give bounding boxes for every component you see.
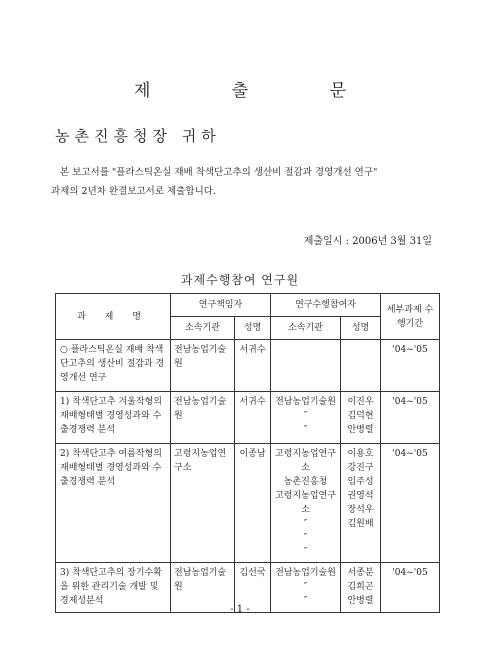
participant-name: 장석우 xyxy=(347,505,374,515)
header-lead: 연구책임자 xyxy=(171,294,271,317)
table-title: 과제수행참여 연구원 xyxy=(180,273,300,287)
participant-org: 고령지농업연구소 xyxy=(275,491,336,515)
body-line-2: 과제의 2년차 완결보고서로 제출합니다. xyxy=(51,186,216,197)
participant-name: 이용호 xyxy=(347,449,374,459)
period-cell: '04~'05 xyxy=(381,340,440,392)
table-row xyxy=(56,392,440,444)
participant-org-cell xyxy=(271,392,341,444)
participant-name: 임주성 xyxy=(347,477,374,487)
header-participants: 연구수행참여자 xyxy=(271,294,381,317)
participant-name: 안병렬 xyxy=(347,425,374,435)
participant-name: 김덕현 xyxy=(347,411,374,421)
participant-org: ″ xyxy=(303,519,308,529)
lead-name-cell: 김선국 xyxy=(235,563,271,613)
participant-org: ″ xyxy=(303,547,308,557)
participant-org-cell xyxy=(271,340,341,392)
participant-org: 고령지농업연구소 xyxy=(275,449,336,473)
header-org-2: 소속기관 xyxy=(271,317,341,340)
document-title: 제 출 문 xyxy=(133,81,385,101)
participant-org: 전남농업기술원 xyxy=(275,568,336,578)
participant-name: 김희곤 xyxy=(347,582,374,592)
lead-org-cell: 고령지농업연구소 xyxy=(171,444,235,563)
header-org-1: 소속기관 xyxy=(171,317,235,340)
researchers-table xyxy=(55,293,440,613)
participant-name: 안병렬 xyxy=(347,596,374,606)
period-cell: '04~'05 xyxy=(381,444,440,563)
header-name-1: 성명 xyxy=(235,317,271,340)
body-text xyxy=(51,163,440,201)
participant-org: ″ xyxy=(303,533,308,543)
participant-name: 이진우 xyxy=(347,397,374,407)
lead-name-cell: 서귀수 xyxy=(235,340,271,392)
participant-name: 강진구 xyxy=(347,463,374,473)
body-line-1: 본 보고서를 "플라스틱온실 재배 착색단고추의 생산비 절감과 경영개선 연구" xyxy=(60,167,378,178)
participant-name: 서종분 xyxy=(347,568,374,578)
lead-org-cell: 전남농업기술원 xyxy=(171,340,235,392)
participant-name-cell xyxy=(341,340,381,392)
project-cell: 3) 착색단고추의 장기수확을 위한 관리기술 개발 및 경제성분석 xyxy=(56,563,171,613)
participant-org: ″ xyxy=(303,411,308,421)
period-cell: '04~'05 xyxy=(381,392,440,444)
participant-org: 농촌진흥청 xyxy=(283,477,328,487)
header-row-1 xyxy=(56,294,440,317)
table-row xyxy=(56,444,440,563)
submission-date: 제출일시 : 2006년 3월 31일 xyxy=(303,236,432,247)
project-cell: 2) 착색단고추 여름작형의 재배형태별 경영성과와 수출경쟁력 분석 xyxy=(56,444,171,563)
header-project: 과 제 명 xyxy=(56,294,171,340)
participant-org: ″ xyxy=(303,582,308,592)
table-row xyxy=(56,340,440,392)
participant-org-cell xyxy=(271,444,341,563)
lead-org-cell: 전남농업기술원 xyxy=(171,563,235,613)
header-name-2: 성명 xyxy=(341,317,381,340)
lead-org-cell: 전남농업기술원 xyxy=(171,392,235,444)
participant-name: 김원배 xyxy=(347,519,374,529)
project-cell: ○ 플라스틱온실 재배 착색단고추의 생산비 절감과 경영개선 연구 xyxy=(56,340,171,392)
participant-name: 권영석 xyxy=(347,491,374,501)
recipient: 농촌진흥청장 귀하 xyxy=(55,127,221,145)
participant-org: 전남농업기술원 xyxy=(275,397,336,407)
lead-name-cell: 서귀수 xyxy=(235,392,271,444)
period-cell: '04~'05 xyxy=(381,563,440,613)
header-period: 세부과제 수행기간 xyxy=(381,294,440,340)
participant-name-cell xyxy=(341,444,381,563)
participant-org: ″ xyxy=(303,425,308,435)
participant-org: ″ xyxy=(303,596,308,606)
page-number: - 1 - xyxy=(230,604,250,615)
participant-name-cell xyxy=(341,392,381,444)
lead-name-cell: 이종남 xyxy=(235,444,271,563)
project-cell: 1) 착색단고추 겨울작형의 재배형태별 경영성과와 수출경쟁력 분석 xyxy=(56,392,171,444)
